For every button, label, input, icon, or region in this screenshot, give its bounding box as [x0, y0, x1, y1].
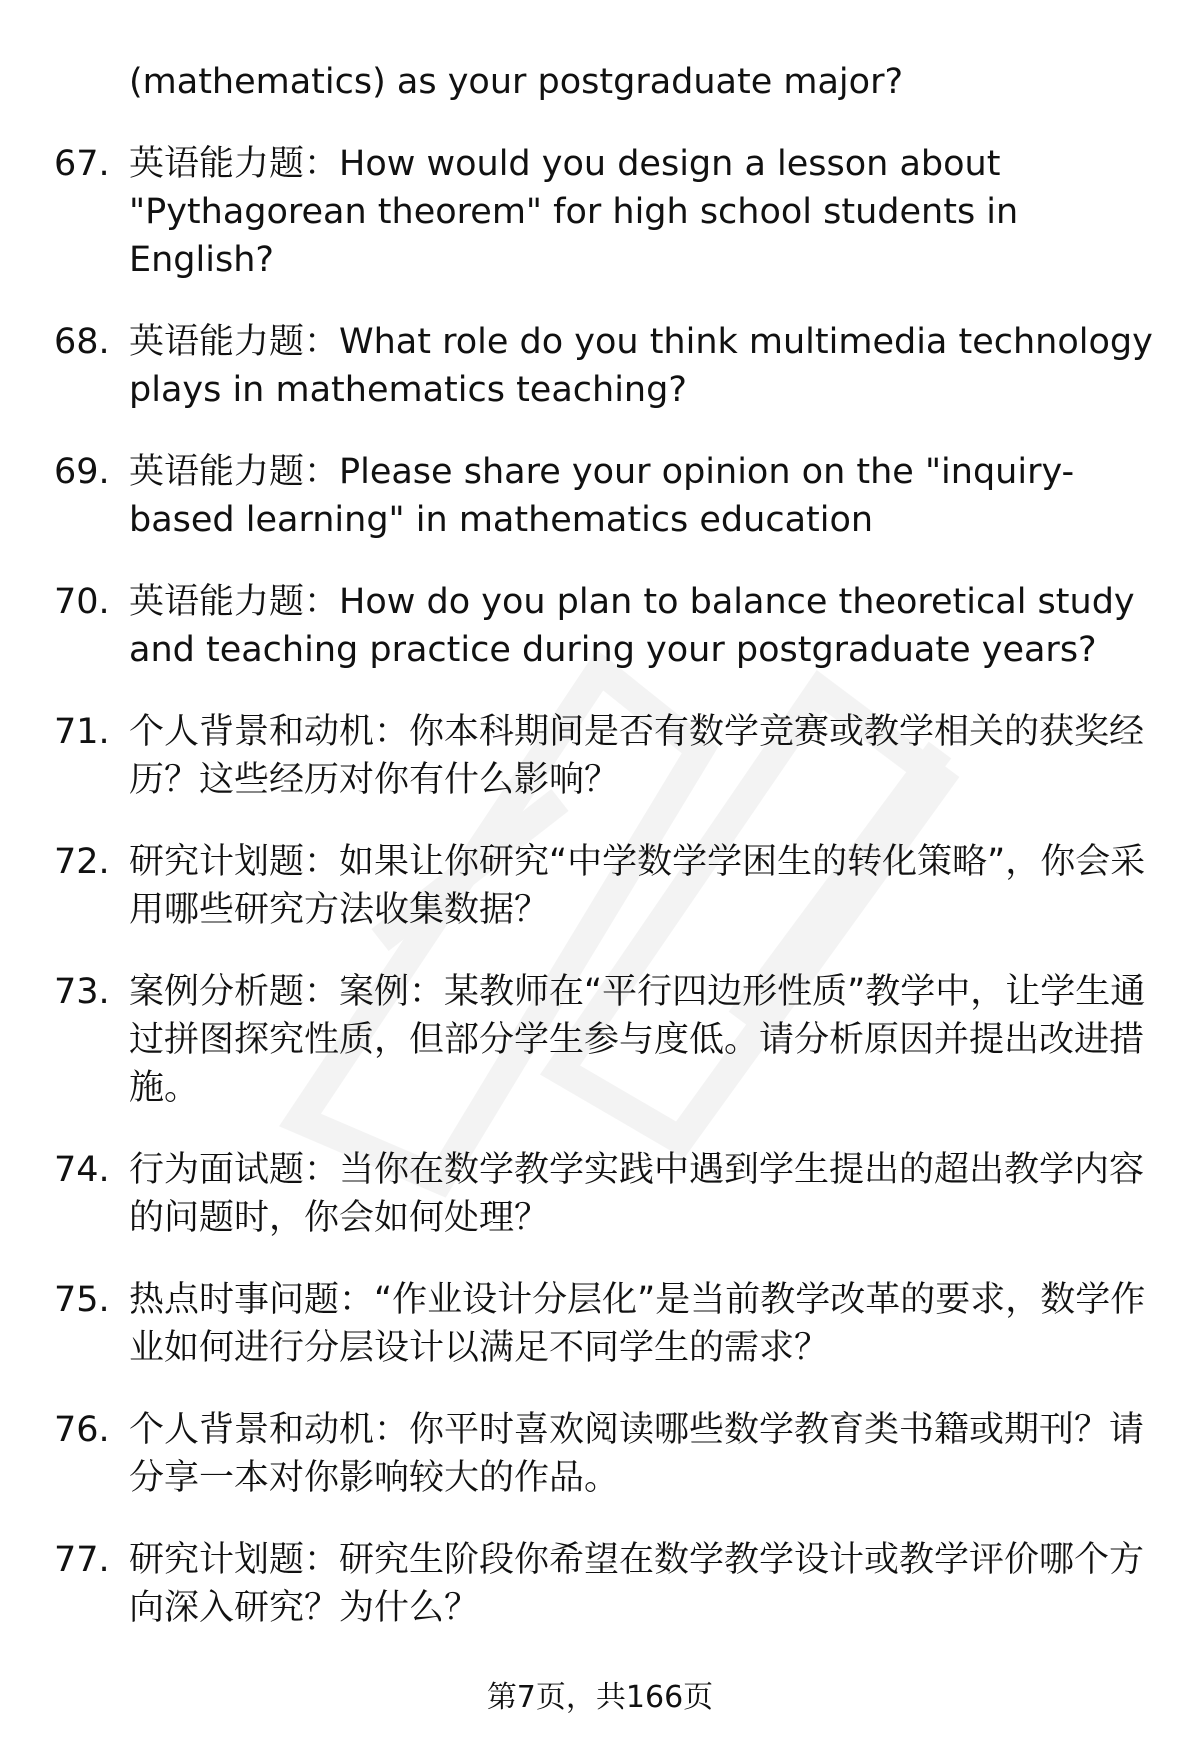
question-text: 行为面试题：当你在数学教学实践中遇到学生提出的超出教学内容的问题时，你会如何处理？ [129, 1150, 1145, 1238]
question-number: 72. [54, 842, 110, 882]
question-text: 个人背景和动机：你本科期间是否有数学竞赛或教学相关的获奖经历？这些经历对你有什么影响？ [129, 712, 1145, 800]
question-number: 76. [54, 1410, 110, 1450]
question-number: 67. [54, 144, 110, 184]
question-item [0, 1146, 1200, 1242]
question-item [0, 708, 1200, 804]
question-item [0, 578, 1200, 674]
question-item [0, 1536, 1200, 1632]
question-text: 研究计划题：如果让你研究“中学数学学困生的转化策略”，你会采用哪些研究方法收集数据？ [129, 842, 1146, 930]
question-number: 69. [54, 452, 110, 492]
question-number: 74. [54, 1150, 110, 1190]
question-item [0, 318, 1200, 414]
question-item [0, 1276, 1200, 1372]
question-item [0, 838, 1200, 934]
page-footer: 第7页，共166页 [486, 1680, 714, 1715]
question-number: 77. [54, 1540, 110, 1580]
continuation-text: (mathematics) as your postgraduate major? [129, 62, 904, 102]
question-item [0, 140, 1200, 284]
question-number: 75. [54, 1280, 110, 1320]
question-number: 70. [54, 582, 110, 622]
question-number: 71. [54, 712, 110, 752]
question-text: 英语能力题：How do you plan to balance theoretical study and teaching practice during your postgraduate years? [129, 582, 1135, 670]
question-item [0, 1406, 1200, 1502]
question-number: 68. [54, 322, 110, 362]
question-text: 英语能力题：What role do you think multimedia technology plays in mathematics teaching? [129, 322, 1153, 410]
question-item [0, 968, 1200, 1112]
question-number: 73. [54, 972, 110, 1012]
question-text: 热点时事问题：“作业设计分层化”是当前教学改革的要求，数学作业如何进行分层设计以满足不同学生的需求？ [129, 1280, 1146, 1368]
question-item [0, 448, 1200, 544]
question-list [0, 140, 1200, 1666]
question-text: 案例分析题：案例：某教师在“平行四边形性质”教学中，让学生通过拼图探究性质，但部分学生参与度低。请分析原因并提出改进措施。 [129, 972, 1146, 1108]
question-text: 个人背景和动机：你平时喜欢阅读哪些数学教育类书籍或期刊？请分享一本对你影响较大的作品。 [129, 1410, 1145, 1498]
question-text: 英语能力题：How would you design a lesson about "Pythagorean theorem" for high school students in English? [129, 144, 1019, 280]
question-text: 研究计划题：研究生阶段你希望在数学教学设计或教学评价哪个方向深入研究？为什么？ [129, 1540, 1145, 1628]
question-text: 英语能力题：Please share your opinion on the "inquiry-based learning" in mathematics education [129, 452, 1075, 540]
